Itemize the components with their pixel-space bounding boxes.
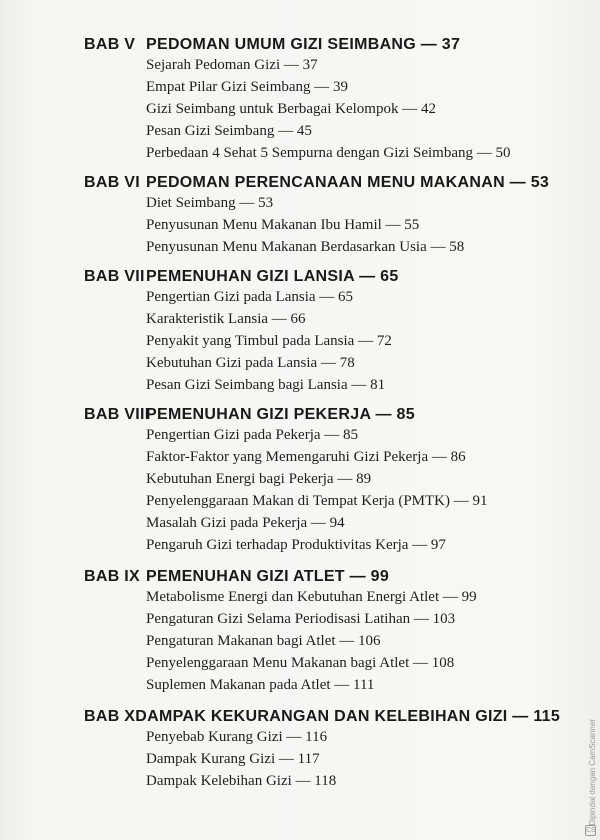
toc-entry: Empat Pilar Gizi Seimbang — 39 [146, 79, 349, 95]
toc-entry: Kebutuhan Gizi pada Lansia — 78 [146, 355, 355, 371]
chapter-title: PEMENUHAN GIZI ATLET — 99 [146, 568, 390, 585]
chapter-bab-viii [84, 406, 554, 556]
chapter-title: PEDOMAN PERENCANAAN MENU MAKANAN — 53 [146, 174, 550, 191]
toc-entry: Pengaruh Gizi terhadap Produktivitas Kerja — 97 [146, 537, 446, 553]
chapter-title: PEMENUHAN GIZI LANSIA — 65 [146, 268, 399, 285]
camscanner-logo-icon: CS [586, 827, 596, 834]
toc-entry: Penyelenggaraan Menu Makanan bagi Atlet — 108 [146, 655, 455, 671]
chapter-number: BAB VIII [84, 406, 150, 423]
toc-entry: Penyusunan Menu Makanan Berdasarkan Usia — 58 [146, 239, 465, 255]
toc-entry: Dampak Kurang Gizi — 117 [146, 751, 320, 767]
chapter-bab-ix [84, 568, 554, 696]
toc-entry: Pesan Gizi Seimbang bagi Lansia — 81 [146, 377, 386, 393]
chapter-bab-vi [84, 174, 554, 258]
chapter-heading [84, 708, 561, 726]
toc-entry: Gizi Seimbang untuk Berbagai Kelompok — 42 [146, 101, 436, 117]
chapter-title: PEMENUHAN GIZI PEKERJA — 85 [146, 406, 415, 423]
toc-entry: Diet Seimbang — 53 [146, 195, 274, 211]
chapter-bab-vii [84, 268, 554, 396]
toc-entry: Dampak Kelebihan Gizi — 118 [146, 773, 337, 789]
toc-entry: Perbedaan 4 Sehat 5 Sempurna dengan Gizi Seimbang — 50 [146, 145, 511, 161]
scanner-watermark: Dipindai dengan CamScanner [588, 719, 597, 826]
chapter-number: BAB VI [84, 174, 141, 191]
toc-entry: Pengertian Gizi pada Pekerja — 85 [146, 427, 359, 443]
toc-entry: Metabolisme Energi dan Kebutuhan Energi Atlet — 99 [146, 589, 477, 605]
toc-entry: Penyelenggaraan Makan di Tempat Kerja (PMTK) — 91 [146, 493, 488, 509]
toc-entry: Penyakit yang Timbul pada Lansia — 72 [146, 333, 392, 349]
toc-entry: Faktor-Faktor yang Memengaruhi Gizi Pekerja — 86 [146, 449, 466, 465]
chapter-title: DAMPAK KEKURANGAN DAN KELEBIHAN GIZI — 115 [135, 708, 561, 725]
toc-entry: Pengaturan Gizi Selama Periodisasi Latihan — 103 [146, 611, 456, 627]
chapter-bab-v [84, 36, 554, 164]
toc-entry: Sejarah Pedoman Gizi — 37 [146, 57, 318, 73]
toc-entry: Penyusunan Menu Makanan Ibu Hamil — 55 [146, 217, 420, 233]
toc-entry: Pesan Gizi Seimbang — 45 [146, 123, 312, 139]
chapter-number: BAB X [84, 708, 136, 725]
chapter-heading [84, 406, 554, 424]
toc-entry: Kebutuhan Energi bagi Pekerja — 89 [146, 471, 372, 487]
toc-entry: Pengaturan Makanan bagi Atlet — 106 [146, 633, 381, 649]
toc-entry: Karakteristik Lansia — 66 [146, 311, 306, 327]
chapter-heading [84, 174, 554, 192]
chapter-title: PEDOMAN UMUM GIZI SEIMBANG — 37 [146, 36, 461, 53]
chapter-heading [84, 36, 554, 54]
chapter-number: BAB V [84, 36, 136, 53]
toc-entry: Pengertian Gizi pada Lansia — 65 [146, 289, 354, 305]
chapter-number: BAB IX [84, 568, 141, 585]
toc-entry: Penyebab Kurang Gizi — 116 [146, 729, 328, 745]
toc-entry: Masalah Gizi pada Pekerja — 94 [146, 515, 345, 531]
chapter-number: BAB VII [84, 268, 145, 285]
chapter-heading [84, 568, 554, 586]
toc-entry: Suplemen Makanan pada Atlet — 111 [146, 677, 375, 693]
chapter-bab-x [84, 708, 561, 792]
chapter-heading [84, 268, 554, 286]
